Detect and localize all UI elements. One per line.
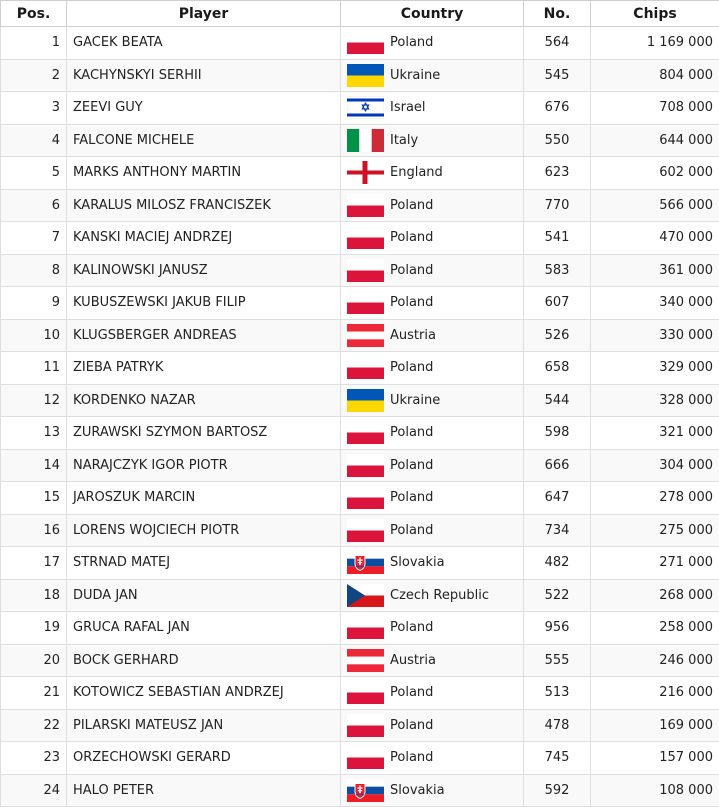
- country-name: Poland: [390, 35, 433, 50]
- player-number-cell: 564: [524, 27, 591, 60]
- table-row[interactable]: [1, 59, 719, 92]
- poland-flag-icon: [347, 746, 384, 769]
- player-number-cell: 544: [524, 384, 591, 417]
- country-wrapper: [347, 454, 517, 477]
- player-name-cell: KANSKI MACIEJ ANDRZEJ: [67, 222, 341, 255]
- player-name-cell: GRUCA RAFAL JAN: [67, 612, 341, 645]
- table-row[interactable]: [1, 612, 719, 645]
- country-wrapper: [347, 649, 517, 672]
- chip-count-cell: 470 000: [591, 222, 719, 255]
- table-row[interactable]: [1, 579, 719, 612]
- table-row[interactable]: [1, 709, 719, 742]
- player-name-cell: KOTOWICZ SEBASTIAN ANDRZEJ: [67, 677, 341, 710]
- country-wrapper: [347, 779, 517, 802]
- country-name: Poland: [390, 490, 433, 505]
- country-wrapper: [347, 421, 517, 444]
- table-row[interactable]: [1, 124, 719, 157]
- player-number-cell: 482: [524, 547, 591, 580]
- country-cell: [341, 612, 524, 645]
- country-name: Italy: [390, 133, 418, 148]
- player-name-cell: MARKS ANTHONY MARTIN: [67, 157, 341, 190]
- position-cell: 5: [1, 157, 67, 190]
- player-number-cell: 658: [524, 352, 591, 385]
- table-header-row: [1, 1, 719, 27]
- position-cell: 3: [1, 92, 67, 125]
- country-name: Poland: [390, 295, 433, 310]
- table-row[interactable]: [1, 514, 719, 547]
- country-cell: [341, 92, 524, 125]
- country-cell: [341, 319, 524, 352]
- table-row[interactable]: [1, 157, 719, 190]
- chip-count-cell: 1 169 000: [591, 27, 719, 60]
- country-cell: [341, 514, 524, 547]
- country-name: Ukraine: [390, 393, 440, 408]
- position-cell: 18: [1, 579, 67, 612]
- table-row[interactable]: [1, 254, 719, 287]
- column-header-player[interactable]: Player: [67, 1, 341, 27]
- england-flag-icon: [347, 161, 384, 184]
- slovakia-flag-icon: [347, 551, 384, 574]
- player-number-cell: 592: [524, 774, 591, 807]
- ukraine-flag-icon: [347, 389, 384, 412]
- country-name: Czech Republic: [390, 588, 489, 603]
- position-cell: 11: [1, 352, 67, 385]
- country-name: Slovakia: [390, 555, 445, 570]
- player-number-cell: 666: [524, 449, 591, 482]
- chip-count-cell: 108 000: [591, 774, 719, 807]
- player-number-cell: 550: [524, 124, 591, 157]
- player-name-cell: FALCONE MICHELE: [67, 124, 341, 157]
- player-number-cell: 770: [524, 189, 591, 222]
- country-name: Poland: [390, 620, 433, 635]
- column-header-no[interactable]: No.: [524, 1, 591, 27]
- country-wrapper: [347, 519, 517, 542]
- country-cell: [341, 157, 524, 190]
- country-name: Poland: [390, 458, 433, 473]
- country-name: Ukraine: [390, 68, 440, 83]
- position-cell: 15: [1, 482, 67, 515]
- country-wrapper: [347, 681, 517, 704]
- poland-flag-icon: [347, 616, 384, 639]
- position-cell: 12: [1, 384, 67, 417]
- country-cell: [341, 579, 524, 612]
- position-cell: 20: [1, 644, 67, 677]
- poland-flag-icon: [347, 31, 384, 54]
- chip-count-cell: 328 000: [591, 384, 719, 417]
- country-name: Poland: [390, 750, 433, 765]
- table-row[interactable]: [1, 27, 719, 60]
- country-wrapper: [347, 64, 517, 87]
- player-name-cell: GACEK BEATA: [67, 27, 341, 60]
- italy-flag-icon: [347, 129, 384, 152]
- country-wrapper: [347, 324, 517, 347]
- country-wrapper: [347, 616, 517, 639]
- table-row[interactable]: [1, 644, 719, 677]
- chip-count-cell: 216 000: [591, 677, 719, 710]
- table-row[interactable]: [1, 482, 719, 515]
- position-cell: 1: [1, 27, 67, 60]
- table-row[interactable]: [1, 384, 719, 417]
- position-cell: 19: [1, 612, 67, 645]
- chip-count-cell: 340 000: [591, 287, 719, 320]
- player-number-cell: 583: [524, 254, 591, 287]
- chip-count-cell: 330 000: [591, 319, 719, 352]
- position-cell: 4: [1, 124, 67, 157]
- country-name: Slovakia: [390, 783, 445, 798]
- country-name: Poland: [390, 360, 433, 375]
- country-cell: [341, 482, 524, 515]
- position-cell: 10: [1, 319, 67, 352]
- country-name: Poland: [390, 718, 433, 733]
- table-row[interactable]: [1, 287, 719, 320]
- player-name-cell: ZURAWSKI SZYMON BARTOSZ: [67, 417, 341, 450]
- country-cell: [341, 644, 524, 677]
- country-cell: [341, 59, 524, 92]
- poland-flag-icon: [347, 194, 384, 217]
- poland-flag-icon: [347, 486, 384, 509]
- table-row[interactable]: [1, 417, 719, 450]
- country-cell: [341, 709, 524, 742]
- chip-count-cell: 321 000: [591, 417, 719, 450]
- table-row[interactable]: [1, 92, 719, 125]
- country-wrapper: [347, 551, 517, 574]
- chip-count-cell: 268 000: [591, 579, 719, 612]
- player-number-cell: 956: [524, 612, 591, 645]
- country-cell: [341, 189, 524, 222]
- chip-count-cell: 804 000: [591, 59, 719, 92]
- player-name-cell: STRNAD MATEJ: [67, 547, 341, 580]
- position-cell: 9: [1, 287, 67, 320]
- country-cell: [341, 27, 524, 60]
- position-cell: 2: [1, 59, 67, 92]
- chip-count-cell: 271 000: [591, 547, 719, 580]
- player-number-cell: 745: [524, 742, 591, 775]
- country-cell: [341, 417, 524, 450]
- player-number-cell: 623: [524, 157, 591, 190]
- player-name-cell: JAROSZUK MARCIN: [67, 482, 341, 515]
- player-number-cell: 607: [524, 287, 591, 320]
- player-name-cell: KORDENKO NAZAR: [67, 384, 341, 417]
- country-wrapper: [347, 746, 517, 769]
- slovakia-flag-icon: [347, 779, 384, 802]
- country-wrapper: [347, 129, 517, 152]
- country-cell: [341, 287, 524, 320]
- position-cell: 21: [1, 677, 67, 710]
- position-cell: 17: [1, 547, 67, 580]
- table-row[interactable]: [1, 677, 719, 710]
- country-cell: [341, 222, 524, 255]
- column-header-pos[interactable]: Pos.: [1, 1, 67, 27]
- chip-count-cell: 246 000: [591, 644, 719, 677]
- country-cell: [341, 352, 524, 385]
- country-cell: [341, 547, 524, 580]
- player-name-cell: KALINOWSKI JANUSZ: [67, 254, 341, 287]
- ukraine-flag-icon: [347, 64, 384, 87]
- player-number-cell: 676: [524, 92, 591, 125]
- country-cell: [341, 742, 524, 775]
- table-row[interactable]: [1, 742, 719, 775]
- poland-flag-icon: [347, 681, 384, 704]
- country-wrapper: [347, 31, 517, 54]
- table-row[interactable]: [1, 189, 719, 222]
- country-cell: [341, 449, 524, 482]
- column-header-country[interactable]: Country: [341, 1, 524, 27]
- country-cell: [341, 124, 524, 157]
- country-wrapper: [347, 584, 517, 607]
- country-wrapper: [347, 291, 517, 314]
- country-name: Poland: [390, 198, 433, 213]
- table-body: [1, 27, 719, 807]
- country-wrapper: [347, 259, 517, 282]
- table-row[interactable]: [1, 222, 719, 255]
- player-number-cell: 522: [524, 579, 591, 612]
- chip-count-cell: 258 000: [591, 612, 719, 645]
- player-name-cell: HALO PETER: [67, 774, 341, 807]
- country-name: Poland: [390, 230, 433, 245]
- poland-flag-icon: [347, 259, 384, 282]
- chip-count-cell: 169 000: [591, 709, 719, 742]
- chip-count-cell: 602 000: [591, 157, 719, 190]
- country-wrapper: [347, 356, 517, 379]
- player-name-cell: KLUGSBERGER ANDREAS: [67, 319, 341, 352]
- israel-flag-icon: [347, 96, 384, 119]
- table-row[interactable]: [1, 449, 719, 482]
- chip-count-cell: 278 000: [591, 482, 719, 515]
- player-name-cell: ORZECHOWSKI GERARD: [67, 742, 341, 775]
- player-number-cell: 526: [524, 319, 591, 352]
- austria-flag-icon: [347, 324, 384, 347]
- player-number-cell: 541: [524, 222, 591, 255]
- player-name-cell: KUBUSZEWSKI JAKUB FILIP: [67, 287, 341, 320]
- player-name-cell: PILARSKI MATEUSZ JAN: [67, 709, 341, 742]
- chip-count-cell: 566 000: [591, 189, 719, 222]
- poland-flag-icon: [347, 356, 384, 379]
- country-name: Austria: [390, 653, 436, 668]
- position-cell: 24: [1, 774, 67, 807]
- position-cell: 8: [1, 254, 67, 287]
- position-cell: 13: [1, 417, 67, 450]
- poland-flag-icon: [347, 291, 384, 314]
- chip-count-cell: 157 000: [591, 742, 719, 775]
- chip-count-cell: 304 000: [591, 449, 719, 482]
- country-wrapper: [347, 96, 517, 119]
- country-name: Poland: [390, 523, 433, 538]
- player-name-cell: NARAJCZYK IGOR PIOTR: [67, 449, 341, 482]
- czech-republic-flag-icon: [347, 584, 384, 607]
- player-number-cell: 513: [524, 677, 591, 710]
- country-wrapper: [347, 161, 517, 184]
- player-number-cell: 545: [524, 59, 591, 92]
- poland-flag-icon: [347, 226, 384, 249]
- position-cell: 16: [1, 514, 67, 547]
- chip-count-cell: 329 000: [591, 352, 719, 385]
- country-name: Poland: [390, 425, 433, 440]
- column-header-chips[interactable]: Chips: [591, 1, 719, 27]
- chip-count-cell: 644 000: [591, 124, 719, 157]
- chip-count-cell: 361 000: [591, 254, 719, 287]
- country-name: Israel: [390, 100, 426, 115]
- position-cell: 22: [1, 709, 67, 742]
- table-row[interactable]: [1, 547, 719, 580]
- country-wrapper: [347, 194, 517, 217]
- player-number-cell: 598: [524, 417, 591, 450]
- table-row[interactable]: [1, 319, 719, 352]
- player-number-cell: 478: [524, 709, 591, 742]
- position-cell: 6: [1, 189, 67, 222]
- country-name: Poland: [390, 263, 433, 278]
- chip-count-cell: 708 000: [591, 92, 719, 125]
- country-wrapper: [347, 389, 517, 412]
- player-name-cell: ZEEVI GUY: [67, 92, 341, 125]
- country-cell: [341, 254, 524, 287]
- chip-count-cell: 275 000: [591, 514, 719, 547]
- player-number-cell: 734: [524, 514, 591, 547]
- country-name: Poland: [390, 685, 433, 700]
- country-cell: [341, 677, 524, 710]
- player-number-cell: 555: [524, 644, 591, 677]
- player-number-cell: 647: [524, 482, 591, 515]
- poland-flag-icon: [347, 714, 384, 737]
- poland-flag-icon: [347, 454, 384, 477]
- player-name-cell: KACHYNSKYI SERHII: [67, 59, 341, 92]
- position-cell: 7: [1, 222, 67, 255]
- player-name-cell: LORENS WOJCIECH PIOTR: [67, 514, 341, 547]
- poland-flag-icon: [347, 421, 384, 444]
- country-cell: [341, 384, 524, 417]
- table-row[interactable]: [1, 352, 719, 385]
- player-name-cell: KARALUS MILOSZ FRANCISZEK: [67, 189, 341, 222]
- player-name-cell: ZIEBA PATRYK: [67, 352, 341, 385]
- austria-flag-icon: [347, 649, 384, 672]
- country-name: England: [390, 165, 443, 180]
- position-cell: 23: [1, 742, 67, 775]
- poland-flag-icon: [347, 519, 384, 542]
- player-name-cell: BOCK GERHARD: [67, 644, 341, 677]
- country-name: Austria: [390, 328, 436, 343]
- country-wrapper: [347, 226, 517, 249]
- player-name-cell: DUDA JAN: [67, 579, 341, 612]
- country-wrapper: [347, 486, 517, 509]
- position-cell: 14: [1, 449, 67, 482]
- country-wrapper: [347, 714, 517, 737]
